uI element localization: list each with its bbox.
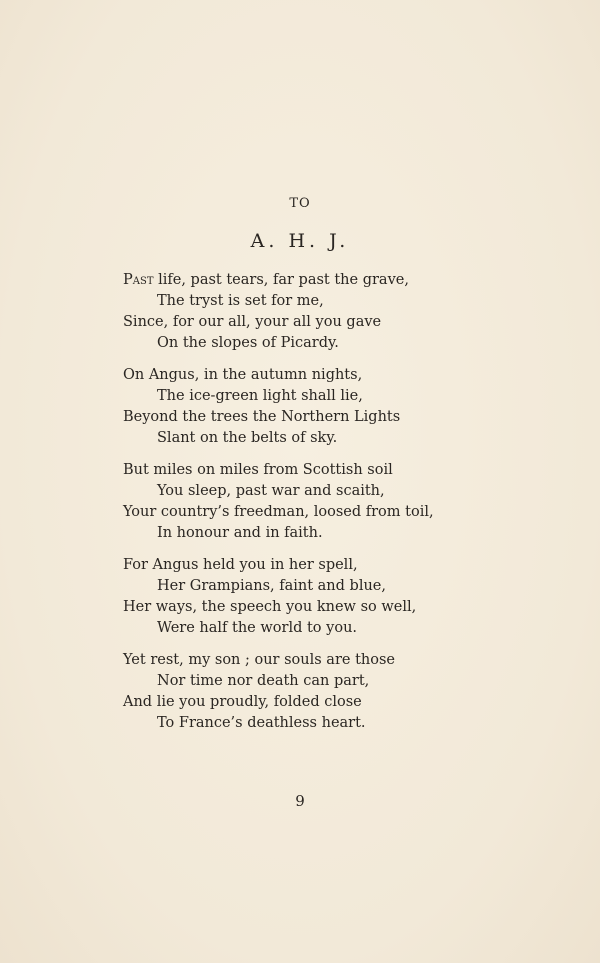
poem-line: The ice-green light shall lie, — [157, 388, 363, 404]
poem-line: On the slopes of Picardy. — [157, 335, 339, 351]
poem-line: Yet rest, my son ; our souls are those — [123, 652, 395, 668]
dedicatee-initials: A. H. J. — [250, 230, 350, 252]
poem-line: But miles on miles from Scottish soil — [123, 462, 393, 478]
poem-line: The tryst is set for me, — [157, 293, 324, 309]
stanza-4 — [123, 555, 453, 639]
opening-word: Past — [123, 272, 154, 288]
poem-line: Slant on the belts of sky. — [157, 430, 338, 446]
poem-line — [123, 270, 453, 291]
poem-line: Nor time nor death can part, — [157, 673, 370, 689]
poem-line: On Angus, in the autumn nights, — [123, 367, 363, 383]
poem-line: For Angus held you in her spell, — [123, 557, 358, 573]
page-number: 9 — [295, 792, 305, 810]
poem-line: Your country’s freedman, loosed from toil, — [123, 504, 434, 520]
poem-line: Her ways, the speech you knew so well, — [123, 599, 417, 615]
poem — [123, 270, 453, 745]
poem-line: Since, for our all, your all you gave — [123, 314, 382, 330]
poem-line: Were half the world to you. — [157, 620, 358, 636]
poem-line: You sleep, past war and scaith, — [157, 483, 385, 499]
opening-line-rest: life, past tears, far past the grave, — [153, 272, 409, 288]
dedication-to: TO — [289, 196, 311, 211]
poem-line: And lie you proudly, folded close — [123, 694, 362, 710]
stanza-5 — [123, 650, 453, 734]
poem-line: To France’s deathless heart. — [157, 715, 366, 731]
stanza-1 — [123, 270, 453, 354]
poem-line: Beyond the trees the Northern Lights — [123, 409, 401, 425]
poem-line: In honour and in faith. — [157, 525, 323, 541]
poem-line: Her Grampians, faint and blue, — [157, 578, 386, 594]
stanza-2 — [123, 365, 453, 449]
stanza-3 — [123, 460, 453, 544]
